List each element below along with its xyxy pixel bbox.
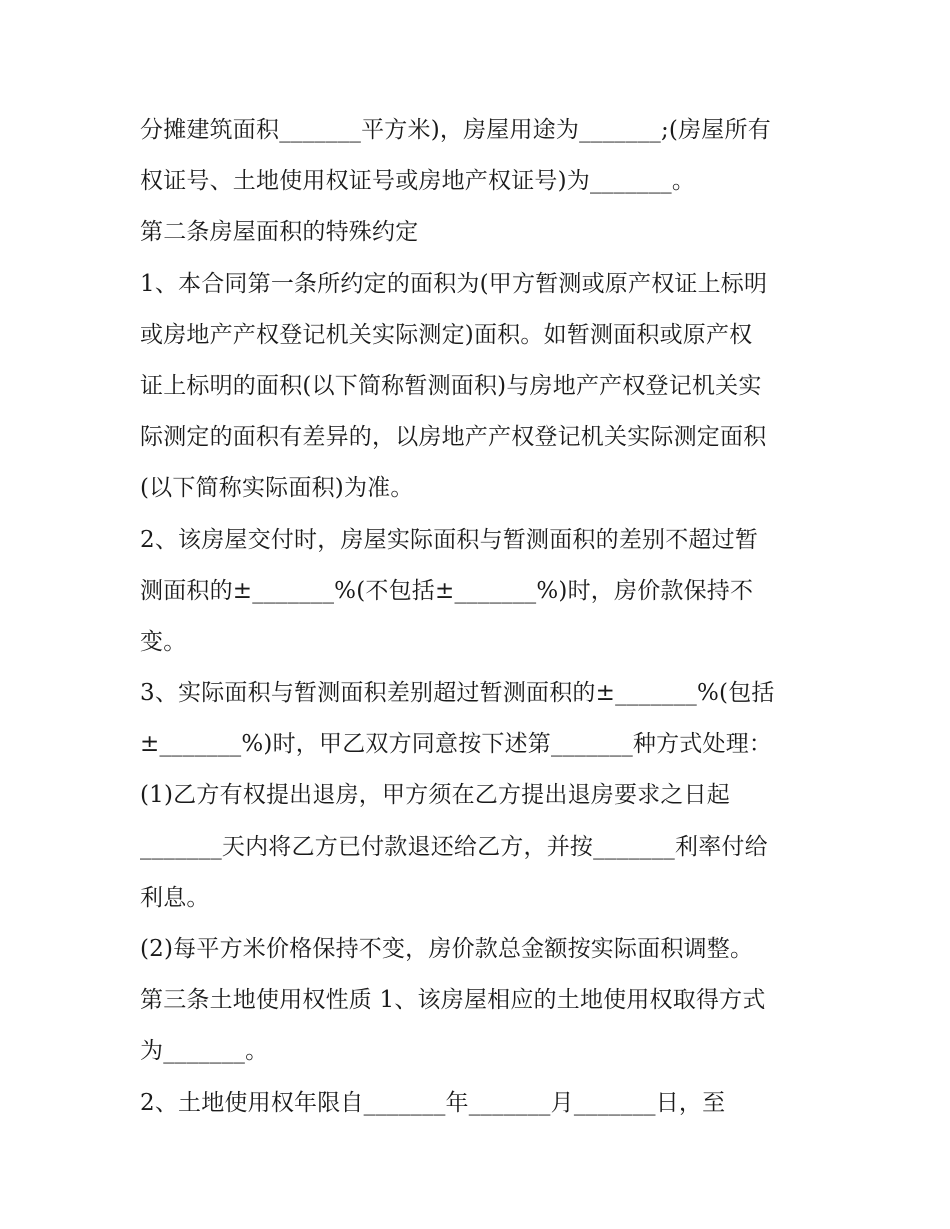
text-line: 际测定的面积有差异的，以房地产产权登记机关实际测定面积 — [140, 424, 767, 451]
text-line: 利息。 — [140, 884, 210, 911]
text-line: 为_______。 — [140, 1038, 269, 1065]
text-line: (1)乙方有权提出退房，甲方须在乙方提出退房要求之日起 — [140, 782, 730, 809]
text-line: (以下简称实际面积)为准。 — [140, 475, 414, 502]
text-line: 证上标明的面积(以下简称暂测面积)与房地产产权登记机关实 — [140, 372, 762, 399]
text-line: 2、该房屋交付时，房屋实际面积与暂测面积的差别不超过暂 — [140, 526, 759, 553]
text-line: (2)每平方米价格保持不变，房价款总金额按实际面积调整。 — [140, 936, 754, 962]
text-line: 变。 — [140, 628, 187, 655]
text-line: 2、土地使用权年限自_______年_______月_______日，至 — [140, 1089, 726, 1116]
text-line: _______天内将乙方已付款退还给乙方，并按_______利率付给 — [140, 833, 768, 860]
text-line: 分摊建筑面积_______平方米)，房屋用途为_______;(房屋所有 — [140, 117, 771, 143]
text-line: 或房地产产权登记机关实际测定)面积。如暂测面积或原产权 — [140, 321, 753, 348]
section-heading: 第二条房屋面积的特殊约定 — [140, 219, 419, 246]
text-line: ±_______%)时，甲乙双方同意按下述第_______种方式处理： — [140, 731, 773, 758]
text-line: 1、本合同第一条所约定的面积为(甲方暂测或原产权证上标明 — [140, 270, 768, 297]
text-line: 权证号、土地使用权证号或房地产权证号)为_______。 — [140, 168, 696, 195]
section-heading: 第三条土地使用权性质 1、该房屋相应的土地使用权取得方式 — [140, 987, 766, 1014]
text-line: 3、实际面积与暂测面积差别超过暂测面积的±_______%(包括 — [140, 680, 775, 707]
text-line: 测面积的±_______%(不包括±_______%)时，房价款保持不 — [140, 577, 754, 604]
contract-text — [140, 105, 830, 1129]
